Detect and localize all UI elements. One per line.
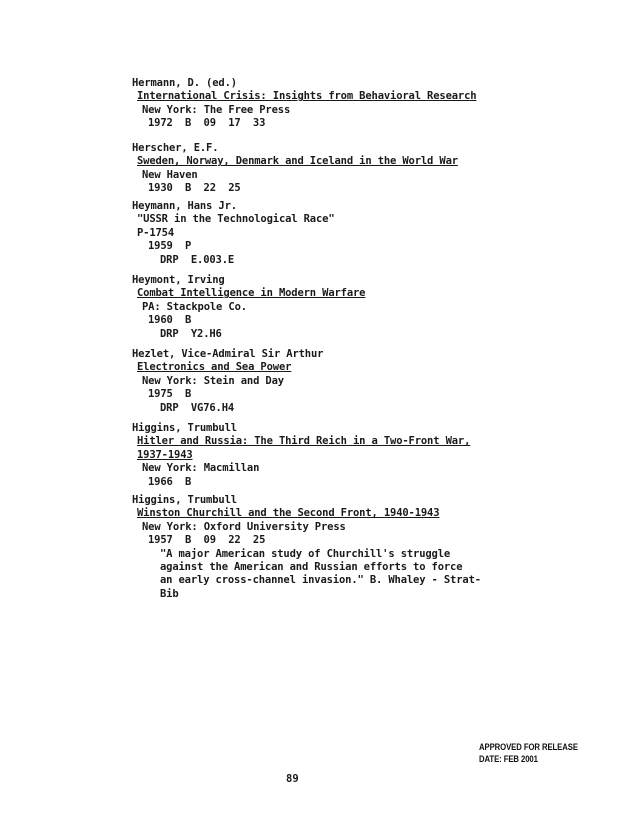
bibliography-entry [132,142,532,196]
entry-author: Heymont, Irving [132,274,225,286]
entry-publisher: New Haven [142,168,198,181]
entry-title: Combat Intelligence in Modern Warfare [137,287,366,300]
entry-title: International Crisis: Insights from Behavioral Research [137,90,477,103]
entry-title: "USSR in the Technological Race" [137,213,335,226]
release-stamp-date: DATE: FEB 2001 [479,754,538,764]
entry-author: Heymann, Hans Jr. [132,200,237,212]
entry-author: Herscher, E.F. [132,142,219,154]
entry-details: 1975 B [148,388,192,401]
bibliography-entry [132,422,532,489]
bibliography-entry [132,77,532,131]
entry-call-number: DRP VG76.H4 [160,401,235,414]
entry-report-number: P-1754 [137,226,175,239]
entry-author: Hezlet, Vice-Admiral Sir Arthur [132,348,324,360]
release-stamp-line: APPROVED FOR RELEASE [479,742,578,752]
entry-title: Hitler and Russia: The Third Reich in a Two-Front War, [137,435,471,448]
entry-annotation-line: an early cross-channel invasion." B. Whaley - Strat- [160,574,481,587]
entry-publisher: New York: Oxford University Press [142,520,346,533]
entry-title: Sweden, Norway, Denmark and Iceland in the World War [137,155,458,168]
bibliography-entry [132,494,532,601]
entry-call-number: DRP Y2.H6 [160,327,222,340]
entry-details: 1959 P [148,240,192,253]
bibliography-entry [132,274,532,341]
entry-annotation-line: against the American and Russian efforts to force [160,561,463,574]
entry-author: Higgins, Trumbull [132,422,237,434]
entry-title: Winston Churchill and the Second Front, 1940-1943 [137,507,440,520]
entry-details: 1960 B [148,314,192,327]
page-number: 89 [286,773,299,785]
entry-publisher: New York: The Free Press [142,103,291,116]
entry-publisher: PA: Stackpole Co. [142,300,247,313]
bibliography-entry [132,348,532,415]
entry-details: 1972 B 09 17 33 [148,117,266,130]
entry-publisher: New York: Macmillan [142,462,260,475]
entry-title: Electronics and Sea Power [137,361,292,374]
release-stamp [479,741,578,765]
entry-annotation-line: "A major American study of Churchill's struggle [160,547,451,560]
bibliography-entry [132,200,532,267]
entry-details: 1930 B 22 25 [148,182,241,195]
entry-title-continued: 1937-1943 [137,448,193,461]
entry-annotation-line: Bib [160,587,179,600]
entry-author: Higgins, Trumbull [132,494,237,506]
entry-details: 1957 B 09 22 25 [148,534,266,547]
entry-details: 1966 B [148,475,192,488]
entry-publisher: New York: Stein and Day [142,374,284,387]
entry-call-number: DRP E.003.E [160,253,235,266]
entry-author: Hermann, D. (ed.) [132,77,237,89]
